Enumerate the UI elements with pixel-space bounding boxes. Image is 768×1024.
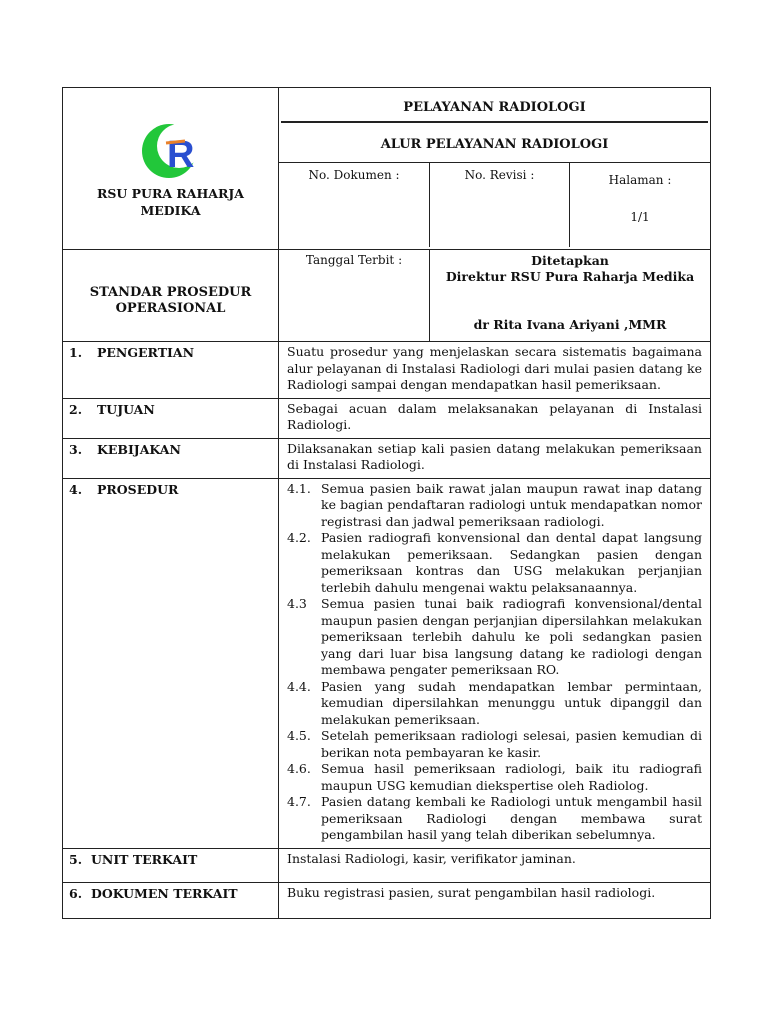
- section-label-pengertian: 1. PENGERTIAN: [63, 342, 279, 399]
- procedure-step: 4.5. Setelah pemeriksaan radiologi selesai, pasien kemudian di berikan nota pembayaran ke kasir.: [287, 728, 702, 760]
- approved-label: Ditetapkan: [531, 253, 609, 268]
- procedure-step: 4.7. Pasien datang kembali ke Radiologi untuk mengambil hasil pemeriksaan Radiologi dengan membawa surat pengambilan hasil yang telah diberikan sebelumnya.: [287, 794, 702, 842]
- section-label-dokumen-terkait: 6. DOKUMEN TERKAIT: [63, 882, 279, 918]
- approval-block: [430, 250, 710, 341]
- section-label-prosedur: 4. PROSEDUR: [63, 478, 279, 848]
- approver-title: Direktur RSU Pura Raharja Medika: [445, 269, 695, 284]
- org-header-cell: [63, 88, 279, 250]
- page-value: 1/1: [630, 210, 650, 224]
- section-label-kebijakan: 3. KEBIJAKAN: [63, 438, 279, 478]
- issue-date-label: Tanggal Terbit :: [279, 250, 430, 341]
- sop-label: STANDAR PROSEDUR OPERASIONAL: [63, 250, 279, 342]
- hospital-logo-icon: [133, 119, 209, 179]
- document-title: ALUR PELAYANAN RADIOLOGI: [279, 123, 710, 163]
- logo-letter: R: [166, 133, 194, 176]
- document-meta: [279, 163, 710, 247]
- procedure-step: 4.4. Pasien yang sudah mendapatkan lembar permintaan, kemudian dipersilahkan menunggu untuk dipanggil dan melakukan pemeriksaan.: [287, 678, 702, 727]
- section-label-tujuan: 2. TUJUAN: [63, 398, 279, 438]
- section-body-pengertian: Suatu prosedur yang menjelaskan secara sistematis bagaimana alur pelayanan di Instalasi Radiologi dari mulai pasien datang ke Radiologi sampai dengan mendapatkan hasil pemeriksaan.: [279, 342, 711, 399]
- section-label-unit-terkait: 5. UNIT TERKAIT: [63, 848, 279, 882]
- revision-label: No. Revisi :: [430, 163, 570, 247]
- department-title: PELAYANAN RADIOLOGI: [281, 88, 708, 123]
- title-block-cell: [279, 88, 711, 250]
- issue-cell: [279, 250, 711, 342]
- procedure-step: 4.3 Semua pasien tunai baik radiografi konvensional/dental maupun pasien dengan perjanjian dipersilahkan melakukan pemeriksaan terlebih dahulu ke poli sedangkan pasien yang dari luar bisa langsung datang ke radiologi dengan membawa pengater pemeriksaan RO.: [287, 596, 702, 677]
- page-label: Halaman :: [608, 173, 672, 187]
- section-body-prosedur: [279, 478, 711, 848]
- section-body-dokumen-terkait: Buku registrasi pasien, surat pengambilan hasil radiologi.: [279, 882, 711, 918]
- organization-name: RSU PURA RAHARJA MEDIKA: [96, 185, 244, 218]
- doc-number-label: No. Dokumen :: [279, 163, 430, 247]
- section-body-unit-terkait: Instalasi Radiologi, kasir, verifikator jaminan.: [279, 848, 711, 882]
- section-body-tujuan: Sebagai acuan dalam melaksanakan pelayanan di Instalasi Radiologi.: [279, 398, 711, 438]
- page-block: [570, 163, 710, 247]
- procedure-step: 4.6. Semua hasil pemeriksaan radiologi, baik itu radiografi maupun USG kemudian diekspertise oleh Radiolog.: [287, 761, 702, 793]
- section-body-kebijakan: Dilaksanakan setiap kali pasien datang melakukan pemeriksaan di Instalasi Radiologi.: [279, 438, 711, 478]
- procedure-steps: [287, 481, 702, 844]
- procedure-step: 4.2. Pasien radiografi konvensional dan dental dapat langsung melakukan pemeriksaan. Sedangkan pasien dengan pemeriksaan kontras dan USG melakukan perjanjian terlebih dahulu mengenai waktu pelaksanaannya.: [287, 530, 702, 595]
- sop-document-table: [62, 87, 711, 919]
- procedure-step: 4.1. Semua pasien baik rawat jalan maupun rawat inap datang ke bagian pendaftaran radiologi untuk mendapatkan nomor registrasi dan jadwal pemeriksaan radiologi.: [287, 480, 702, 529]
- approver-name: dr Rita Ivana Ariyani ,MMR: [473, 317, 667, 332]
